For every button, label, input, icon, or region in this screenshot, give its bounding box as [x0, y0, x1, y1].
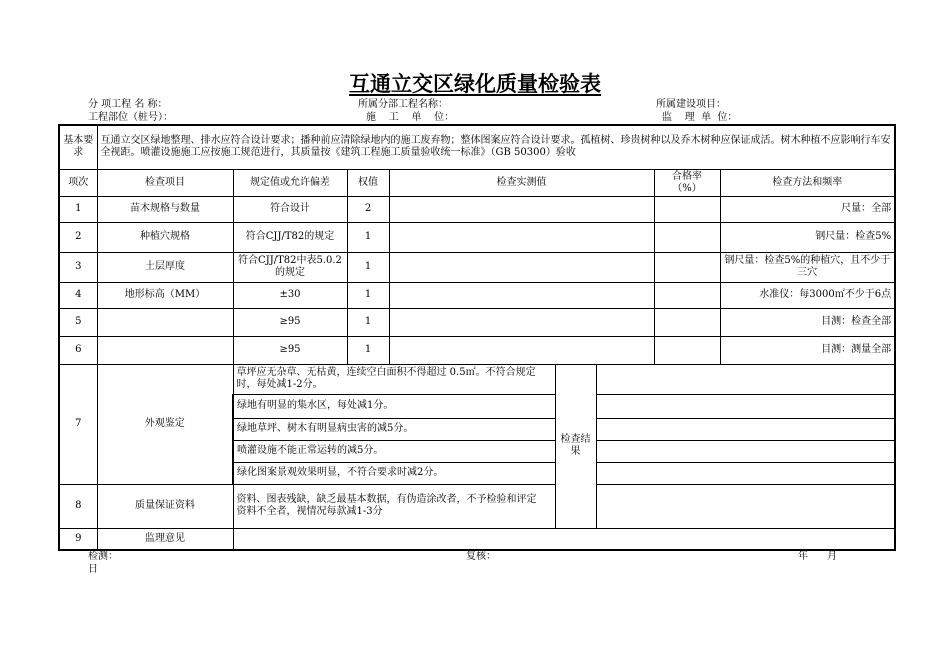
- row-no: 1: [59, 196, 97, 222]
- header-pass-rate: 合格率 （%）: [654, 169, 720, 196]
- header-item: 检查项目: [97, 169, 233, 196]
- inspect-label: 检测：: [88, 551, 118, 562]
- row-item: [97, 308, 233, 336]
- table-row: [59, 252, 895, 282]
- quality-no: 8: [59, 484, 97, 528]
- supervision-no: 9: [59, 528, 97, 550]
- table-row: [59, 336, 895, 364]
- result-cell[interactable]: [596, 394, 895, 418]
- supervision-opinion[interactable]: [233, 528, 895, 550]
- row-item: 地形标高（MM）: [97, 282, 233, 308]
- row-weight: 2: [347, 196, 389, 222]
- date-label: 年 月: [798, 551, 838, 562]
- result-cell[interactable]: [596, 462, 895, 484]
- table-row: [59, 196, 895, 222]
- row-measured[interactable]: [389, 308, 654, 336]
- parent-project-label: 所属分部工程名称：: [358, 99, 448, 110]
- result-cell[interactable]: [596, 364, 895, 394]
- row-spec: 符合CJJ/T82中表5.0.2的规定: [233, 252, 347, 282]
- appearance-item: 绿地草坪、树木有明显病虫害的减5分。: [233, 418, 555, 440]
- row-weight: 1: [347, 282, 389, 308]
- result-cell[interactable]: [596, 484, 895, 528]
- row-spec: ≥95: [233, 308, 347, 336]
- row-spec: ±30: [233, 282, 347, 308]
- inspection-table: [58, 124, 896, 551]
- row-method: 尺量：全部: [720, 196, 895, 222]
- row-pass-rate[interactable]: [654, 252, 720, 282]
- row-item: 土层厚度: [97, 252, 233, 282]
- row-weight: 1: [347, 222, 389, 252]
- table-row: [59, 308, 895, 336]
- row-measured[interactable]: [389, 282, 654, 308]
- row-measured[interactable]: [389, 336, 654, 364]
- header-measured: 检查实测值: [389, 169, 654, 196]
- row-pass-rate[interactable]: [654, 308, 720, 336]
- result-cell[interactable]: [596, 418, 895, 440]
- row-no: 5: [59, 308, 97, 336]
- row-spec: ≥95: [233, 336, 347, 364]
- row-pass-rate[interactable]: [654, 196, 720, 222]
- row-spec: 符合设计: [233, 196, 347, 222]
- quality-label: 质量保证资料: [97, 484, 233, 528]
- sub-project-label: 分 项工程 名 称：: [88, 99, 168, 110]
- row-weight: 1: [347, 252, 389, 282]
- basic-requirements-label: 基本要求: [59, 125, 97, 169]
- quality-text: 资料、图表残缺，缺乏最基本数据，有伪造涂改者，不予检验和评定 资料不全者，视情况每款减1-3分: [233, 484, 555, 528]
- row-method: 目测：测量全部: [720, 336, 895, 364]
- header-weight: 权值: [347, 169, 389, 196]
- supervision-unit-label: 监 理 单 位：: [662, 112, 738, 123]
- row-method: 目测：检查全部: [720, 308, 895, 336]
- appearance-item: 绿化图案景观效果明显，不符合要求时减2分。: [233, 462, 555, 484]
- row-item: [97, 336, 233, 364]
- row-spec: 符合CJJ/T82的规定: [233, 222, 347, 252]
- page-title: 互通立交区绿化质量检验表: [349, 71, 601, 96]
- row-pass-rate[interactable]: [654, 282, 720, 308]
- appearance-no: 7: [59, 364, 97, 484]
- row-measured[interactable]: [389, 196, 654, 222]
- construction-unit-label: 施 工 单 位：: [366, 112, 455, 123]
- table-row: [59, 222, 895, 252]
- table-row: [59, 282, 895, 308]
- row-weight: 1: [347, 336, 389, 364]
- appearance-item: 绿地有明显的集水区，每处减1分。: [233, 394, 555, 418]
- appearance-label: 外观鉴定: [97, 364, 233, 484]
- day-label: 日: [88, 564, 98, 575]
- row-measured[interactable]: [389, 222, 654, 252]
- row-item: 苗木规格与数量: [97, 196, 233, 222]
- row-method: 钢尺量：检查5%的种植穴，且不少于三穴: [720, 252, 895, 282]
- header-spec: 规定值或允许偏差: [233, 169, 347, 196]
- row-measured[interactable]: [389, 252, 654, 282]
- row-item: 种植穴规格: [97, 222, 233, 252]
- row-method: 钢尺量：检查5%: [720, 222, 895, 252]
- basic-requirements-text: 互通立交区绿地整理、排水应符合设计要求；播种前应清除绿地内的施工废弃物；整体图案应符合设计要求。孤植树、珍贵树种以及乔木树种应保证成活。树木种植不应影响行车安全视距。喷灌设施施工应按施工规范进行，其质量按《建筑工程施工质量验收统一标准》（GB 50300）验收: [97, 125, 895, 169]
- row-pass-rate[interactable]: [654, 336, 720, 364]
- construction-project-label: 所属建设项目：: [656, 99, 726, 110]
- appearance-item: 草坪应无杂草、无枯黄，连续空白面积不得超过 0.5㎡。不符合规定时，每处减1-2分。: [233, 364, 555, 394]
- header-no: 项次: [59, 169, 97, 196]
- row-method: 水准仪：每3000㎡不少于6点: [720, 282, 895, 308]
- result-cell[interactable]: [596, 440, 895, 462]
- supervision-label: 监理意见: [97, 528, 233, 550]
- review-label: 复核：: [466, 551, 496, 562]
- row-no: 6: [59, 336, 97, 364]
- row-pass-rate[interactable]: [654, 222, 720, 252]
- check-result-label: 检查结果: [555, 364, 596, 528]
- appearance-item: 喷灌设施不能正常运转的减5分。: [233, 440, 555, 462]
- row-weight: 1: [347, 308, 389, 336]
- row-no: 3: [59, 252, 97, 282]
- location-label: 工程部位（桩号）：: [88, 112, 173, 123]
- header-method: 检查方法和频率: [720, 169, 895, 196]
- row-no: 2: [59, 222, 97, 252]
- row-no: 4: [59, 282, 97, 308]
